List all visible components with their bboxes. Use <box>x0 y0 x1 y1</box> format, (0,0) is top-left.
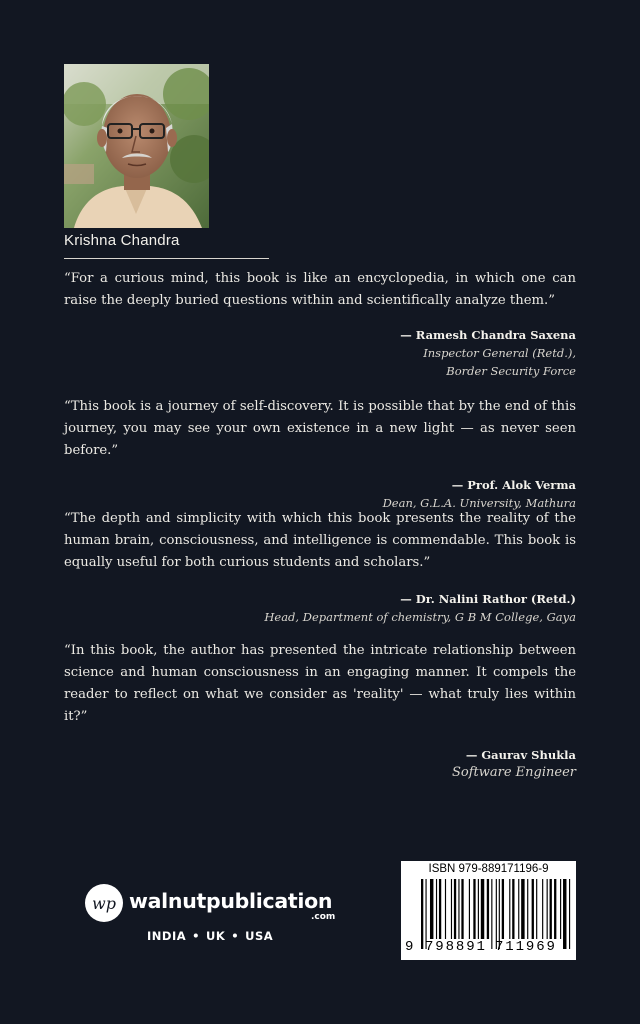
reviewer-name: — Ramesh Chandra Saxena <box>400 328 576 342</box>
isbn-label: ISBN 979-889171196-9 <box>428 863 549 875</box>
barcode-bar <box>560 879 561 939</box>
barcode-bar <box>542 879 543 939</box>
barcode-bar <box>473 879 475 939</box>
barcode-bar <box>487 879 489 939</box>
barcode-bar <box>563 879 566 949</box>
separator-dot: • <box>192 929 200 943</box>
barcode-bar <box>536 879 537 939</box>
barcode-digits-right: 711969 <box>495 939 557 955</box>
barcode-bar <box>550 879 552 939</box>
barcode-bar <box>547 879 548 939</box>
reviewer-title: Software Engineer <box>451 765 576 780</box>
reviewer-title: Dean, G.L.A. University, Mathura <box>382 496 576 510</box>
barcode-digits-left: 798891 <box>425 939 487 955</box>
review-quote: “This book is a journey of self-discovery. It is possible that by the end of this journey, you may see your own existence in a new light — as never seen before.” <box>64 399 576 458</box>
barcode-bar <box>518 879 519 939</box>
barcode-bar <box>445 879 446 939</box>
barcode-bar <box>451 879 452 939</box>
barcode-bar <box>527 879 528 939</box>
barcode-bar <box>458 879 459 939</box>
review-attribution <box>64 476 576 512</box>
isbn-barcode <box>401 861 576 960</box>
separator-dot: • <box>231 929 240 943</box>
review-quote: “For a curious mind, this book is like an encyclopedia, in which one can raise the deeply buried questions within and scientifically analyze them.” <box>64 271 576 308</box>
barcode-bar <box>461 879 463 939</box>
barcode-bar <box>521 879 524 939</box>
barcode-digit-first: 9 <box>405 939 416 955</box>
location-uk: UK <box>206 929 226 943</box>
publisher-logo <box>85 884 335 954</box>
reviewer-name: — Prof. Alok Verma <box>451 478 576 492</box>
review-quote: “In this book, the author has presented the intricate relationship between science and human consciousness in an engaging manner. It compels the reader to reflect on what we consider as 'reality' — what truly lies within it?” <box>64 643 576 724</box>
barcode-bar <box>509 879 510 939</box>
publisher-name: walnutpublication <box>129 889 333 913</box>
location-usa: USA <box>245 929 274 943</box>
reviewer-name: — Dr. Nalini Rathor (Retd.) <box>400 592 576 606</box>
logo-letters: wp <box>92 894 116 913</box>
barcode-bar <box>502 879 504 939</box>
review-attribution <box>64 746 576 782</box>
review-4 <box>64 640 576 782</box>
review-attribution <box>64 590 576 626</box>
reviewer-title-line2: Border Security Force <box>446 364 576 378</box>
barcode-bar <box>439 879 441 939</box>
barcode-bar <box>491 879 492 949</box>
review-3 <box>64 508 576 626</box>
author-photo <box>64 64 209 228</box>
reviewer-title: Inspector General (Retd.), <box>423 346 576 360</box>
publisher-suffix: .com <box>311 912 336 922</box>
barcode-bar <box>469 879 470 939</box>
reviewer-name: — Gaurav Shukla <box>465 748 576 762</box>
barcode-bar <box>436 879 437 939</box>
barcode-bar <box>481 879 484 939</box>
barcode-bar <box>554 879 556 939</box>
publisher-locations <box>147 929 273 943</box>
author-portrait-illustration <box>64 64 209 228</box>
reviewer-title: Head, Department of chemistry, G B M College, Gaya <box>264 610 576 624</box>
barcode-bar <box>532 879 534 939</box>
barcode-bar <box>430 879 433 939</box>
review-attribution <box>64 326 576 380</box>
author-name: Krishna Chandra <box>64 232 180 249</box>
barcode-bar <box>569 879 570 949</box>
barcode-bar <box>454 879 456 939</box>
barcode-bar <box>478 879 479 939</box>
review-2 <box>64 396 576 512</box>
author-divider <box>64 258 269 259</box>
walnut-logo-icon <box>85 884 123 922</box>
review-1 <box>64 268 576 380</box>
location-india: INDIA <box>147 929 187 943</box>
barcode-bar <box>421 879 423 949</box>
barcode-bar <box>512 879 514 939</box>
review-quote: “The depth and simplicity with which this book presents the reality of the human brain, consciousness, and intelligence is commendable. This book is equally useful for both curious students and scholars.” <box>64 511 576 570</box>
